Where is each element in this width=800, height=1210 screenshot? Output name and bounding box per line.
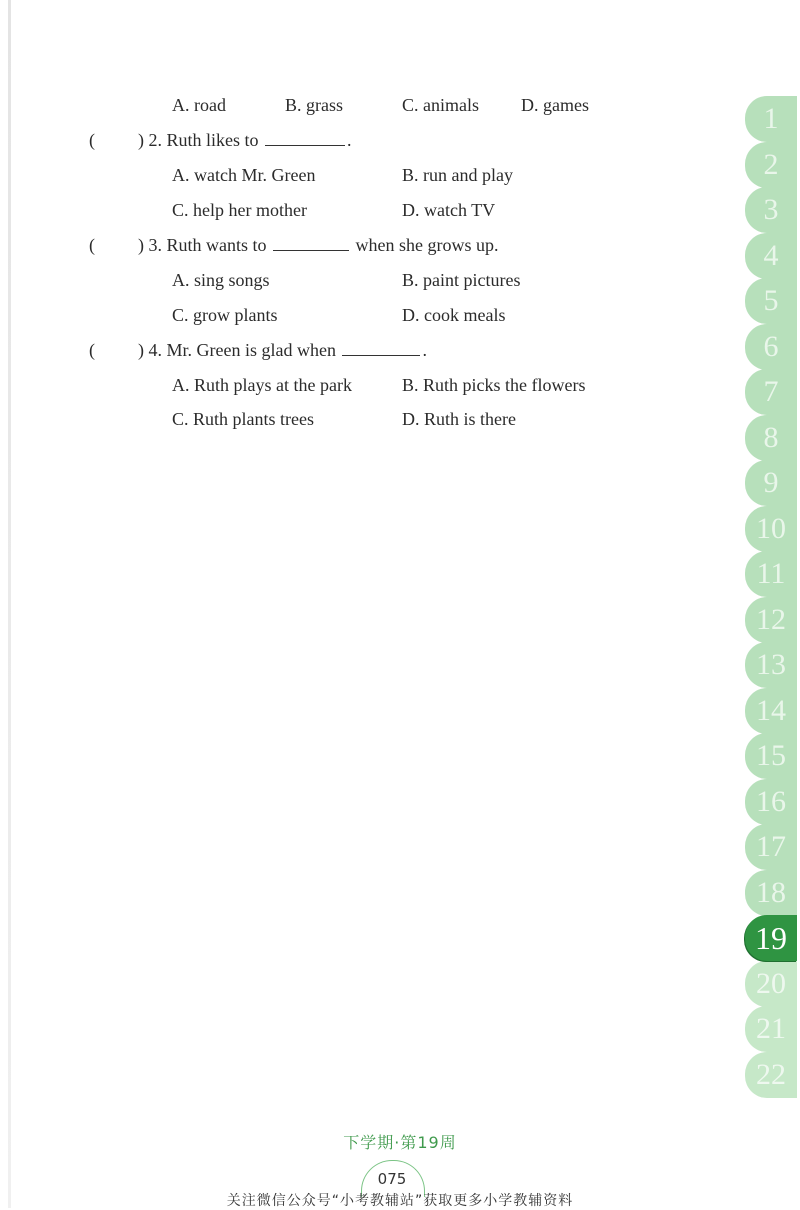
q3-option-d: D. cook meals (402, 305, 506, 325)
q1-option-b: B. grass (285, 95, 343, 115)
week-tab-15[interactable]: 15 (745, 733, 797, 779)
week-tab-1[interactable]: 1 (745, 96, 797, 142)
q3-answer-bracket[interactable]: ( (89, 235, 95, 255)
q2-stem-text: ) 2. Ruth likes to (138, 130, 259, 150)
q3-stem (138, 234, 498, 256)
week-tab-11[interactable]: 11 (745, 551, 797, 597)
q3-blank (273, 236, 349, 251)
q4-option-b: B. Ruth picks the flowers (402, 375, 586, 395)
q2-answer-bracket[interactable]: ( (89, 130, 95, 150)
q4-stem-end: . (422, 340, 427, 360)
q3-option-c: C. grow plants (172, 305, 278, 325)
q1-option-a: A. road (172, 95, 226, 115)
q3-option-b: B. paint pictures (402, 270, 521, 290)
week-tab-7[interactable]: 7 (745, 369, 797, 415)
q4-option-a: A. Ruth plays at the park (172, 375, 352, 395)
week-tab-9[interactable]: 9 (745, 460, 797, 506)
q4-blank (342, 341, 420, 356)
q4-stem (138, 339, 427, 361)
week-tab-2[interactable]: 2 (745, 142, 797, 188)
q2-option-a: A. watch Mr. Green (172, 165, 316, 185)
q2-option-b: B. run and play (402, 165, 513, 185)
q1-option-d: D. games (521, 95, 589, 115)
q4-option-d: D. Ruth is there (402, 409, 516, 429)
q4-stem-text: ) 4. Mr. Green is glad when (138, 340, 336, 360)
footer-note: 关注微信公众号“小考教辅站”获取更多小学教辅资料 (226, 1193, 574, 1209)
week-tab-3[interactable]: 3 (745, 187, 797, 233)
week-tab-8[interactable]: 8 (745, 415, 797, 461)
week-tab-4[interactable]: 4 (745, 233, 797, 279)
week-tab-12[interactable]: 12 (745, 597, 797, 643)
page-number: 075 (377, 1170, 407, 1188)
q4-answer-bracket[interactable]: ( (89, 340, 95, 360)
week-tab-20[interactable]: 20 (745, 961, 797, 1007)
week-tab-18[interactable]: 18 (745, 870, 797, 916)
week-tab-16[interactable]: 16 (745, 779, 797, 825)
q4-option-c: C. Ruth plants trees (172, 409, 314, 429)
week-tab-19[interactable]: 19 (745, 915, 797, 961)
week-tab-5[interactable]: 5 (745, 278, 797, 324)
week-tab-14[interactable]: 14 (745, 688, 797, 734)
q3-stem-end: when she grows up. (355, 235, 499, 255)
week-tab-22[interactable]: 22 (745, 1052, 797, 1098)
section-title: 下学期·第19周 (343, 1133, 457, 1152)
q2-option-c: C. help her mother (172, 200, 307, 220)
week-tab-13[interactable]: 13 (745, 642, 797, 688)
week-tab-21[interactable]: 21 (745, 1006, 797, 1052)
q3-option-a: A. sing songs (172, 270, 270, 290)
q2-stem (138, 129, 352, 151)
week-tab-6[interactable]: 6 (745, 324, 797, 370)
q3-stem-text: ) 3. Ruth wants to (138, 235, 267, 255)
q2-option-d: D. watch TV (402, 200, 496, 220)
week-tab-10[interactable]: 10 (745, 506, 797, 552)
q1-option-c: C. animals (402, 95, 479, 115)
week-tab-17[interactable]: 17 (745, 824, 797, 870)
q2-stem-end: . (347, 130, 352, 150)
q2-blank (265, 131, 345, 146)
